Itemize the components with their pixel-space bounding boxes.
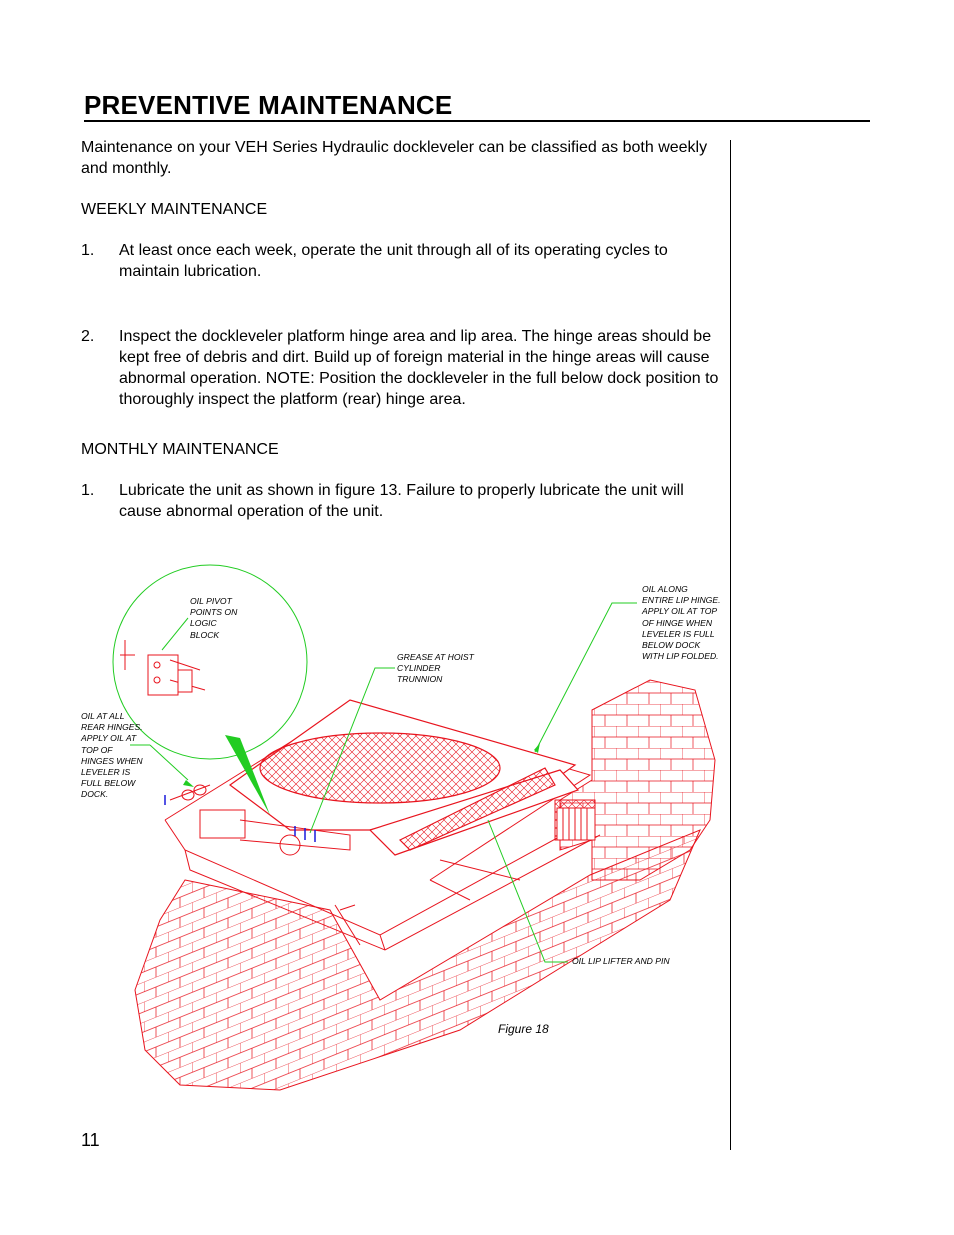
weekly-item-2-number: 2.: [81, 328, 95, 345]
weekly-heading: WEEKLY MAINTENANCE: [81, 201, 268, 218]
page-title: PREVENTIVE MAINTENANCE: [84, 90, 453, 120]
monthly-item-1-number: 1.: [81, 482, 95, 499]
monthly-item-1-text: Lubricate the unit as shown in figure 13. Failure to properly lubricate the unit will cause abnormal operation of the unit.: [119, 482, 684, 520]
weekly-item-2-text: Inspect the dockleveler platform hinge area and lip area. The hinge areas should be kept free of debris and dirt. Build up of foreign material in the hinge areas will cause abnormal operation. NOTE: Position the dockleveler in the full below dock position to thoroughly inspect the platform (rear) hinge area.: [119, 328, 719, 408]
page-number: 11: [81, 1130, 100, 1150]
deck-plate: [230, 700, 578, 855]
callout-lip-hinge: OIL ALONG ENTIRE LIP HINGE. APPLY OIL AT TOP OF HINGE WHEN LEVELER IS FULL BELOW DOCK WITH LIP FOLDED.: [642, 584, 721, 662]
callout-logic-block: OIL PIVOT POINTS ON LOGIC BLOCK: [190, 596, 238, 640]
callout-hoist-trunnion: GREASE AT HOIST CYLINDER TRUNNION: [397, 652, 474, 685]
callout-lip-lifter: OIL LIP LIFTER AND PIN: [572, 956, 670, 966]
weekly-item-1-text: At least once each week, operate the unit through all of its operating cycles to maintain lubrication.: [119, 242, 668, 280]
monthly-heading: MONTHLY MAINTENANCE: [81, 441, 279, 458]
callout-rear-hinges: OIL AT ALL REAR HINGES. APPLY OIL AT TOP OF HINGES WHEN LEVELER IS FULL BELOW DOCK.: [81, 711, 143, 800]
rear-hinge-parts: [170, 785, 210, 800]
figure-caption: Figure 18: [498, 1022, 549, 1036]
lip-lifter-block: [557, 808, 595, 840]
weekly-item-1-number: 1.: [81, 242, 95, 259]
intro-paragraph: Maintenance on your VEH Series Hydraulic dockleveler can be classified as both weekly and monthly.: [81, 139, 708, 177]
